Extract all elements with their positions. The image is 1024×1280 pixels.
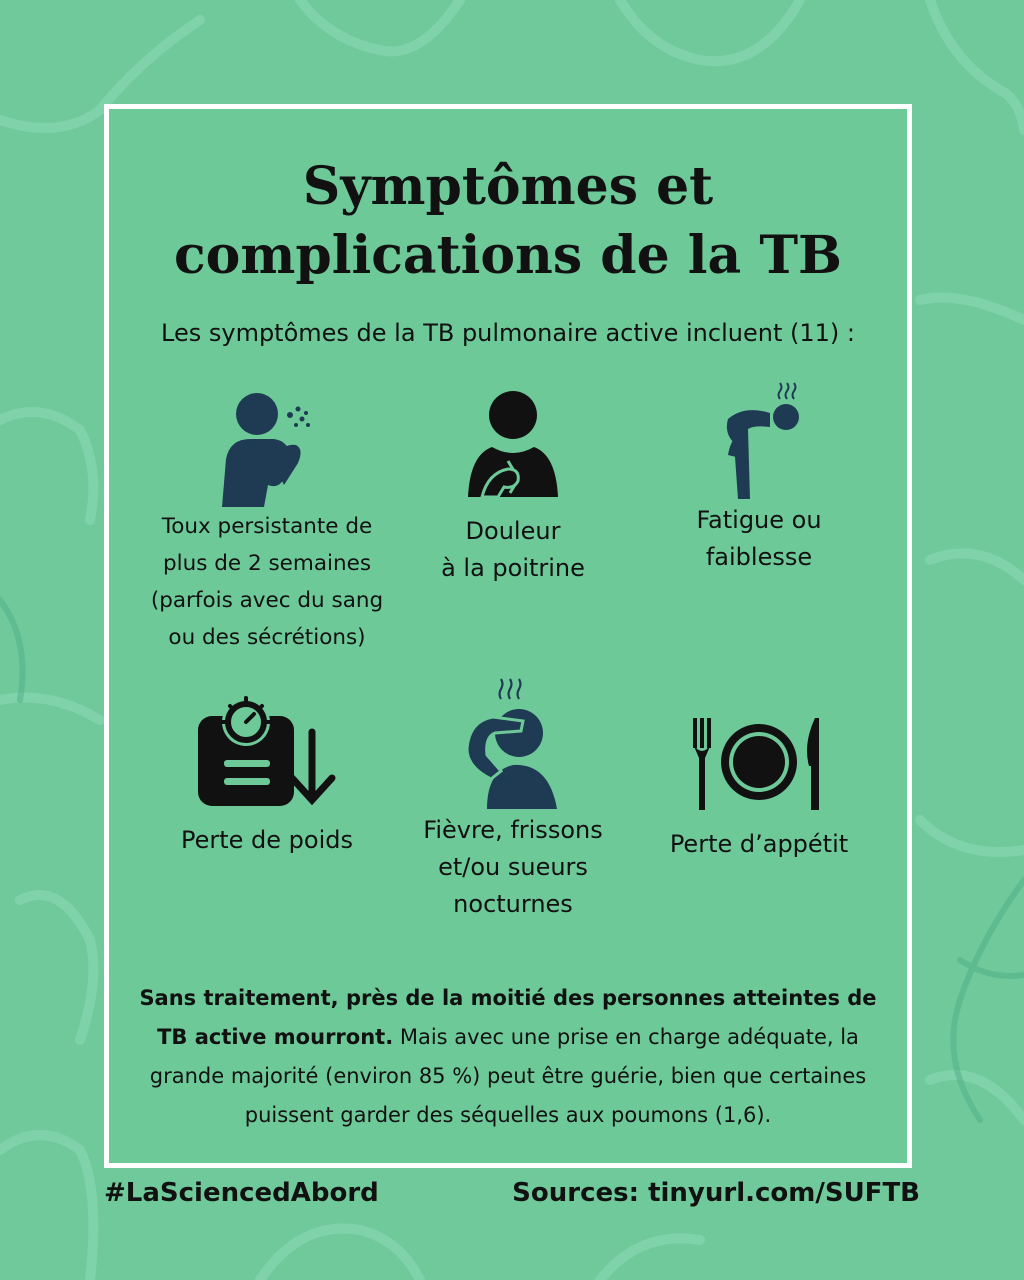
chest-pain-icon bbox=[458, 389, 568, 509]
weight-scale-down-icon bbox=[192, 694, 342, 812]
symptom-label: Perte d’appétit bbox=[669, 830, 849, 858]
symptom-label: Toux persistante de plus de 2 semaines (parfois avec du sang ou des sécrétions) bbox=[150, 514, 384, 650]
sources-link[interactable]: Sources: tinyurl.com/SUFTB bbox=[512, 1178, 920, 1208]
fever-person-icon bbox=[453, 675, 573, 810]
conclusion-rest: Mais avec une prise en charge adéquate, la grande majorité (environ 85 %) peut être guérie, bien que certaines puissent garder des séquelles aux poumons (1,6). bbox=[149, 1024, 867, 1127]
hashtag: #LaSciencedAbord bbox=[104, 1178, 379, 1208]
coughing-person-icon bbox=[212, 389, 322, 509]
symptom-weight-loss bbox=[142, 694, 392, 859]
symptom-label: Fièvre, frissons et/ou sueurs nocturnes bbox=[423, 816, 603, 919]
intro-text: Les symptômes de la TB pulmonaire active incluent (11) : bbox=[161, 319, 855, 347]
content-card bbox=[104, 104, 912, 1168]
symptom-label: Fatigue ou faiblesse bbox=[696, 506, 822, 572]
symptom-appetite-loss bbox=[634, 714, 884, 863]
symptom-fatigue bbox=[634, 379, 884, 576]
conclusion-bold: Sans traitement, près de la moitié des personnes atteintes de TB active mourront. bbox=[139, 986, 877, 1049]
symptom-cough bbox=[142, 389, 392, 657]
symptom-label: Douleur à la poitrine bbox=[441, 517, 585, 583]
page-title bbox=[109, 153, 907, 290]
conclusion-text bbox=[139, 979, 877, 1134]
symptom-fever bbox=[388, 675, 638, 924]
title-line-1: Symptômes et bbox=[302, 156, 714, 217]
plate-fork-knife-icon bbox=[689, 714, 829, 812]
symptom-chest-pain bbox=[388, 389, 638, 587]
symptom-label: Perte de poids bbox=[180, 826, 353, 854]
tired-person-icon bbox=[704, 379, 814, 504]
title-line-2: complications de la TB bbox=[174, 224, 842, 286]
